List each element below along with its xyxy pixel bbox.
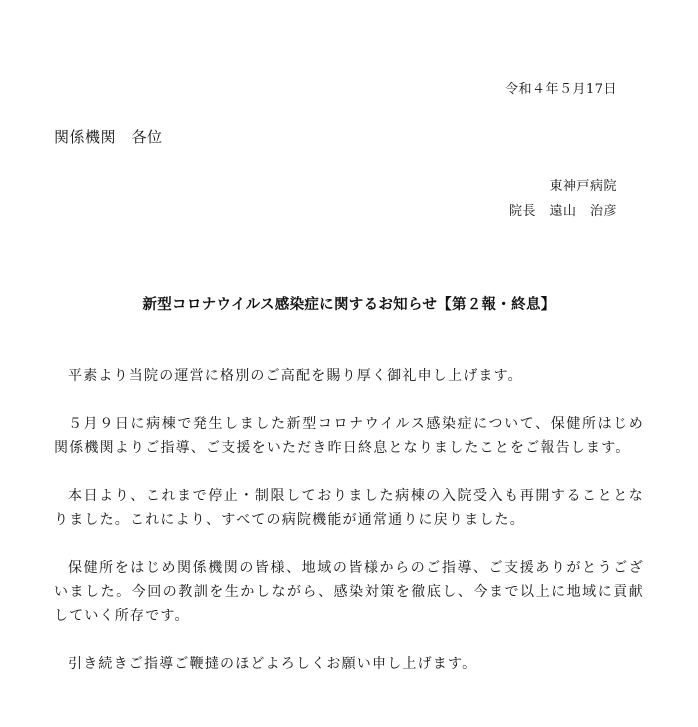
sender-title-name: 院長 遠山 治彦 (508, 204, 617, 219)
body-paragraph-1 (54, 364, 644, 388)
body-paragraph-5 (54, 652, 644, 676)
sender-block (509, 174, 617, 224)
addressee: 関係機関 各位 (54, 128, 163, 146)
paragraph-text: 平素より当院の運営に格別のご高配を賜り厚く御礼申し上げます。 (68, 368, 523, 384)
body-paragraph-2 (54, 412, 644, 460)
paragraph-text: 本日より、これまで停止・制限しておりました病棟の入院受入も再開することとなりました。これにより、すべての病院機能が通常通りに戻りました。 (54, 488, 644, 528)
paragraph-text: 保健所をはじめ関係機関の皆様、地域の皆様からのご指導、ご支援ありがとうございました。今回の教訓を生かしながら、感染対策を徹底し、今まで以上に地域に貢献していく所存です。 (54, 560, 644, 624)
body-paragraph-4 (54, 556, 644, 628)
sender-organization: 東神戸病院 (549, 179, 617, 194)
body-paragraph-3 (54, 484, 644, 532)
document-date: 令和４年５月17日 (504, 82, 617, 97)
paragraph-text: 引き続きご指導ご鞭撻のほどよろしくお願い申し上げます。 (68, 656, 478, 672)
paragraph-text: ５月９日に病棟で発生しました新型コロナウイルス感染症について、保健所はじめ関係機関よりご指導、ご支援をいただき昨日終息となりましたことをご報告します。 (54, 416, 644, 456)
document-title: 新型コロナウイルス感染症に関するお知らせ【第２報・終息】 (142, 297, 556, 313)
